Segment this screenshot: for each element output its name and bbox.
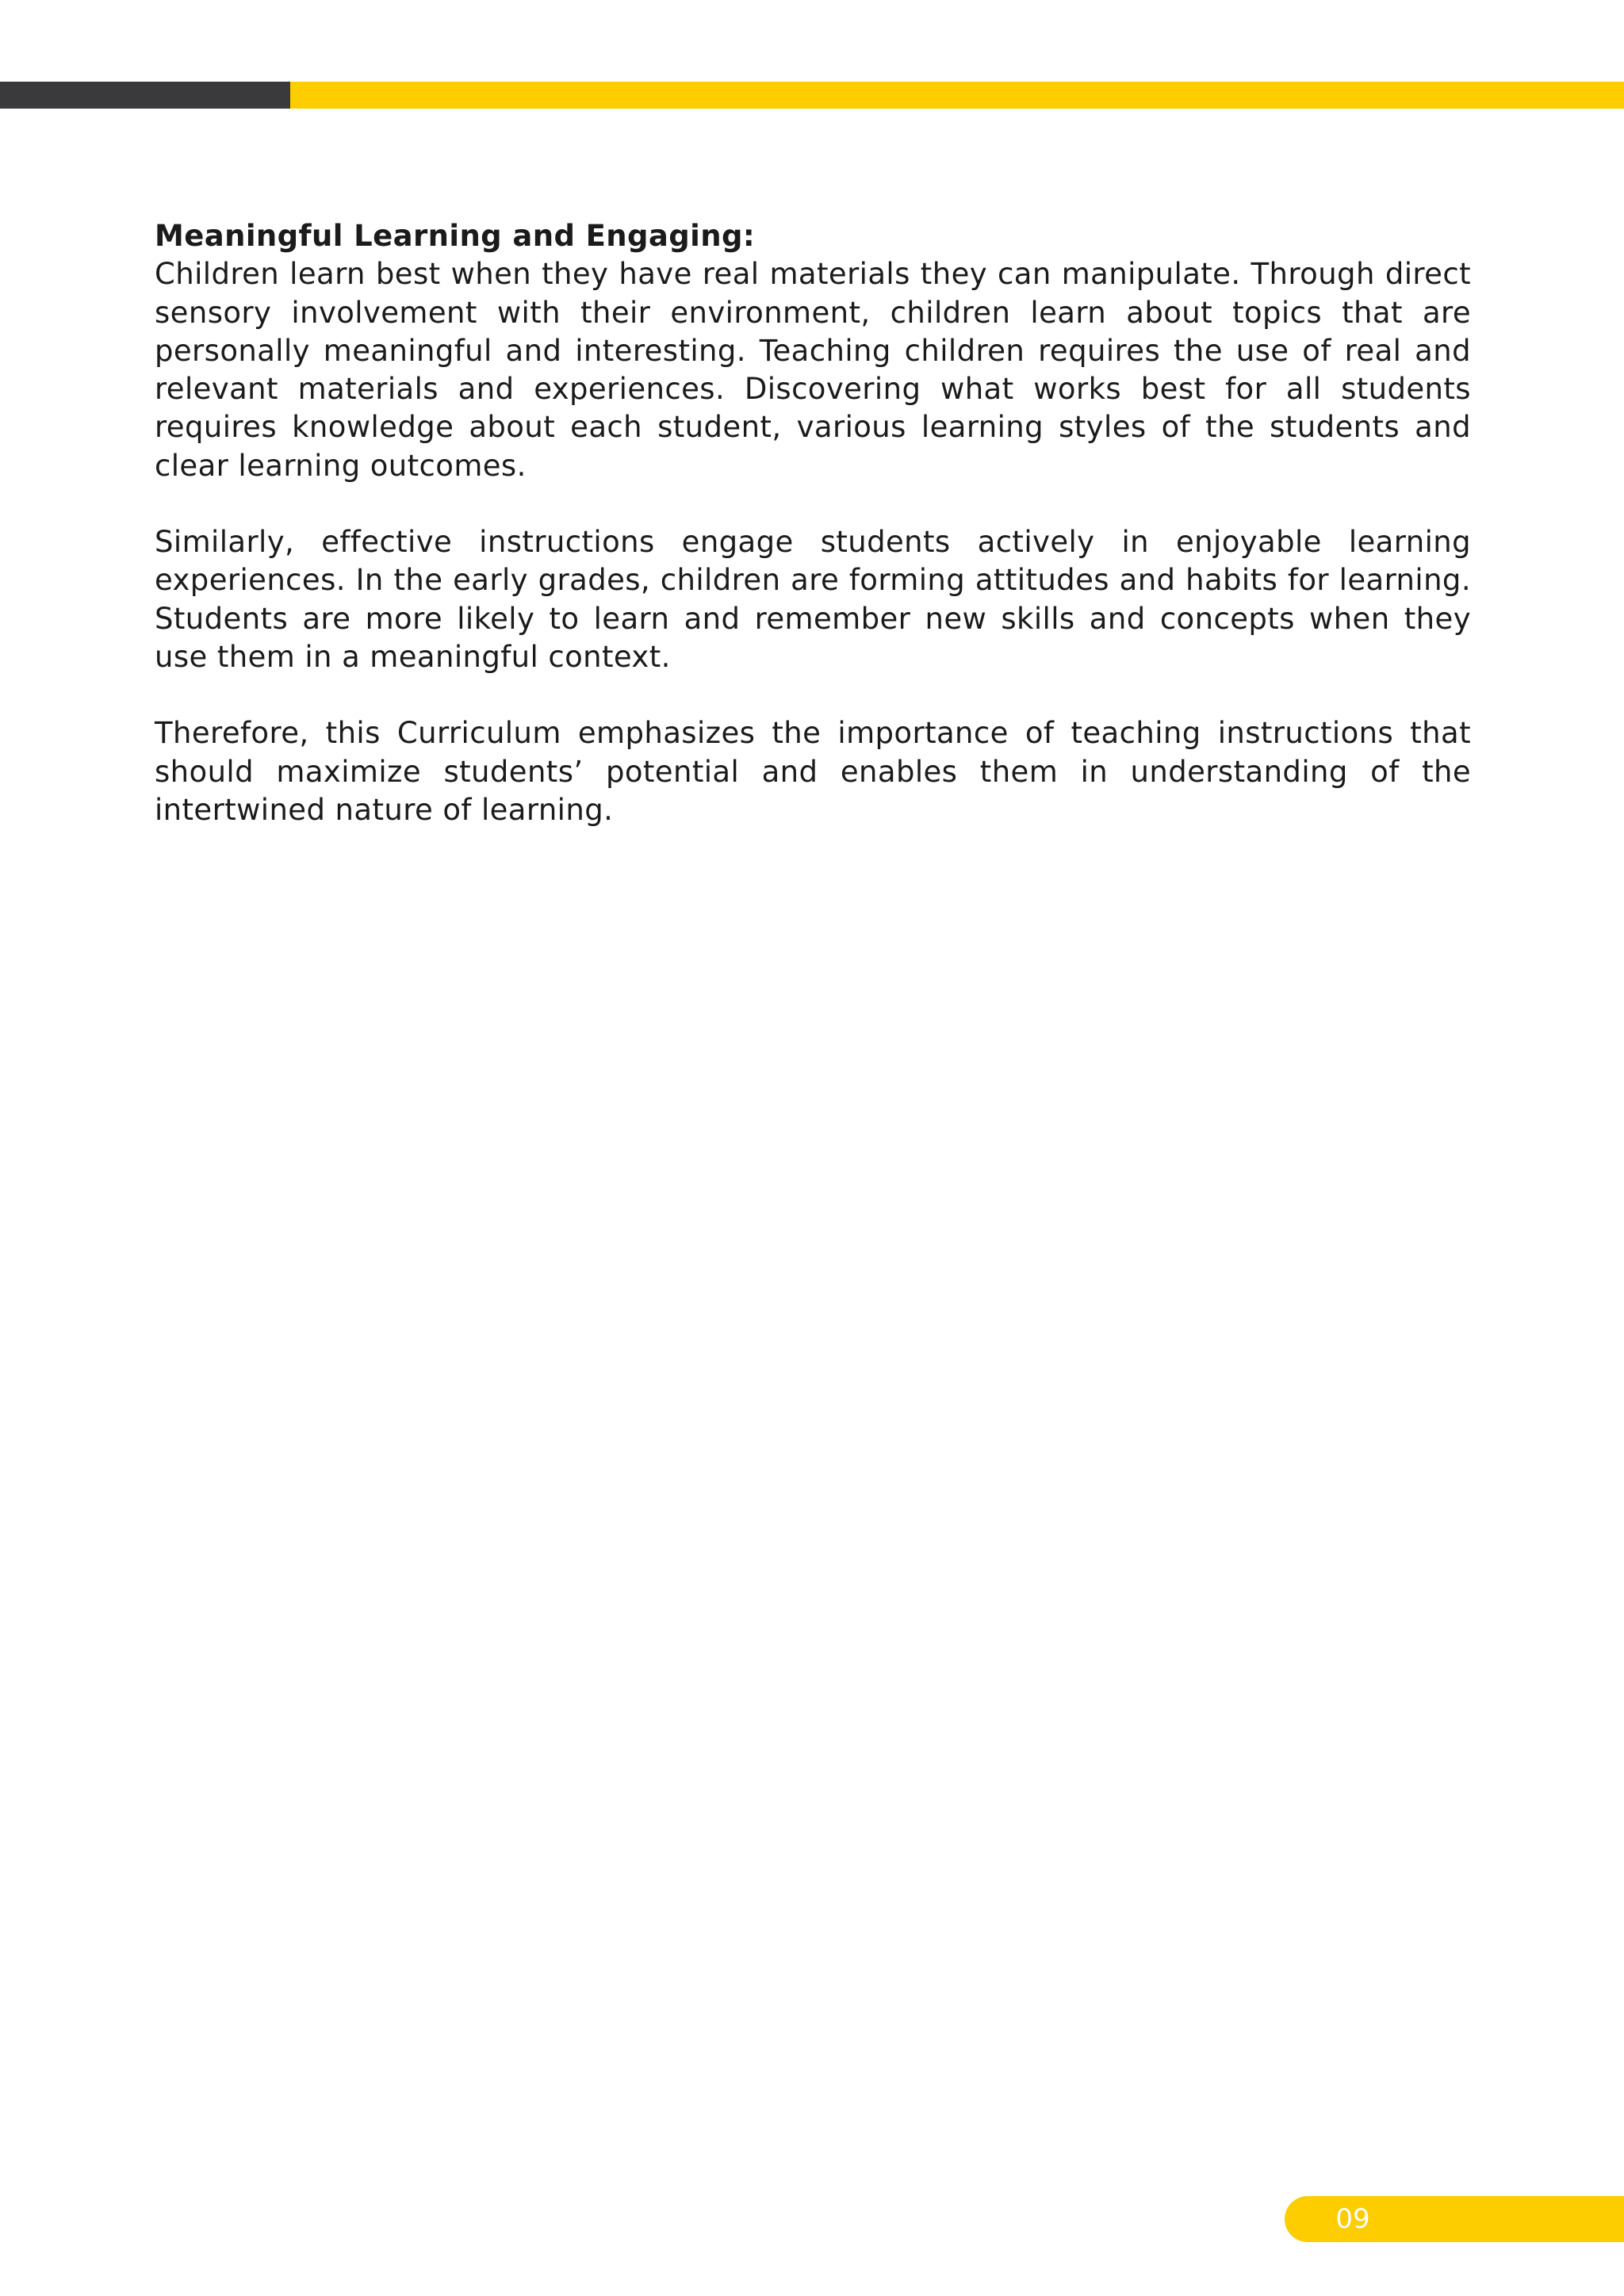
page-content xyxy=(155,217,1471,867)
page-number: 09 xyxy=(1335,2203,1370,2235)
header-bar-yellow-segment xyxy=(290,82,1624,109)
section-heading: Meaningful Learning and Engaging: xyxy=(155,219,756,253)
paragraph-2: Similarly, effective instructions engage students actively in enjoyable learning experiences. In the early grades, children are forming attitudes and habits for learning. Students are more likely to learn and remember new skills and concepts when they use them in a meaningful context. xyxy=(155,525,1471,674)
header-bar-dark-segment xyxy=(0,82,290,109)
page-number-tab xyxy=(1285,2196,1624,2242)
paragraph-1: Children learn best when they have real materials they can manipulate. Through direct sensory involvement with their environment, children learn about topics that are personally meaningful and interesting. Teaching children requires the use of real and relevant materials and experiences. Discovering what works best for all students requires knowledge about each student, various learning styles of the students and clear learning outcomes. xyxy=(155,257,1471,483)
paragraph-3: Therefore, this Curriculum emphasizes the importance of teaching instructions that should maximize students’ potential and enables them in understanding of the intertwined nature of learning. xyxy=(155,716,1471,827)
